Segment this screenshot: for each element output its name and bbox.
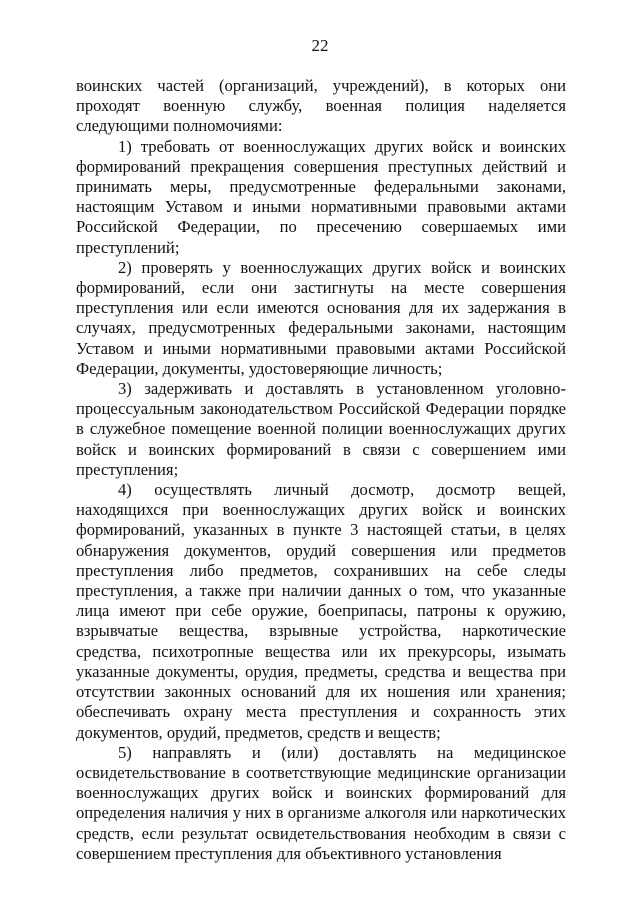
page-number: 22 — [311, 36, 329, 55]
paragraph-intro: воинских частей (организаций, учреждений), в которых они проходят военную службу, военная полиция наделяется следующими полномочиями: — [76, 76, 566, 136]
paragraph-item-2: 2) проверять у военнослужащих других войск и воинских формирований, если они застигнуты на месте совершения преступления или если имеются основания для их задержания в случаях, предусмотренных федеральными законами, настоящим Уставом и иными нормативными правовыми актами Российской Федерации, документы, удостоверяющие личность; — [76, 257, 566, 378]
paragraph-item-1: 1) требовать от военнослужащих других войск и воинских формирований прекращения совершения преступных действий и принимать меры, предусмотренные федеральными законами, настоящим Уставом и иными нормативными правовыми актами Российской Федерации, по пресечению совершаемых ими преступлений; — [76, 136, 566, 257]
document-body — [76, 76, 566, 864]
paragraph-item-5: 5) направлять и (или) доставлять на медицинское освидетельствование в соответствующие медицинские организации военнослужащих других войск и воинских формирований для определения наличия у них в организме алкоголя или наркотических средств, если результат освидетельствования необходим в связи с совершением преступления для объективного установления — [76, 742, 566, 863]
paragraph-item-3: 3) задерживать и доставлять в установленном уголовно-процессуальным законодательством Российской Федерации порядке в служебное помещение военной полиции военнослужащих других войск и воинских формирований в связи с совершением ими преступления; — [76, 379, 566, 479]
paragraph-item-4: 4) осуществлять личный досмотр, досмотр вещей, находящихся при военнослужащих других войск и воинских формирований, указанных в пункте 3 настоящей статьи, в целях обнаружения документов, орудий совершения или предметов преступления либо предметов, сохранивших на себе следы преступления, а также при наличии данных о том, что указанные лица имеют при себе оружие, боеприпасы, патроны к оружию, взрывчатые вещества, взрывные устройства, наркотические средства, психотропные вещества или их прекурсоры, изымать указанные документы, орудия, предметы, средства и вещества при отсутствии законных оснований для их ношения или хранения; обеспечивать охрану места преступления и сохранность этих документов, орудий, предметов, средств и веществ; — [76, 480, 566, 742]
